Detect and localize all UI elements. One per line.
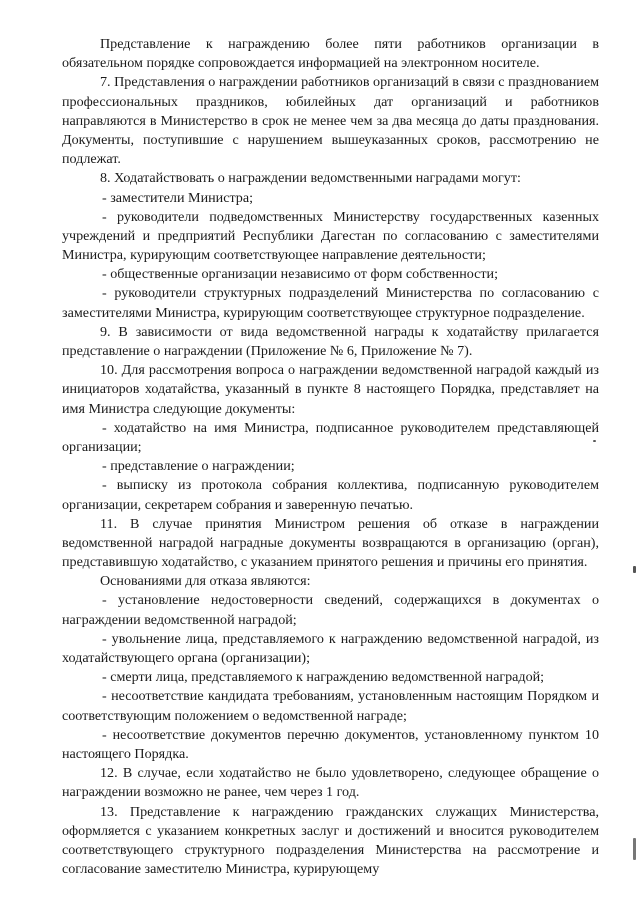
list-item-dismissal: - увольнение лица, представляемого к награждению ведомственной наградой, из ходатайствующего органа (организации);: [62, 630, 599, 666]
list-item-petition: - ходатайство на имя Министра, подписанное руководителем представляющей организации;: [62, 419, 599, 455]
paragraph-item-9: 9. В зависимости от вида ведомственной награды к ходатайству прилагается представление о награждении (Приложение № 6, Приложение № 7).: [62, 323, 599, 359]
paragraph-item-7: 7. Представления о награждении работников организаций в связи с празднованием профессиональных праздников, юбилейных дат организаций и работников направляются в Министерство в срок не менее чем за два месяца до даты празднования. Документы, поступившие с нарушением вышеуказанных сроков, рассмотрению не подлежат.: [62, 74, 599, 168]
list-item-nomination: - представление о награждении;: [102, 458, 295, 475]
paragraph-item-13: 13. Представление к награждению гражданских служащих Министерства, оформляется с указанием конкретных заслуг и достижений и вносится руководителем соответствующего структурного подразделения Министерства на рассмотрение и согласование заместителю Министра, курирующему: [62, 803, 599, 878]
paragraph-item-8: 8. Ходатайствовать о награждении ведомственными наградами могут:: [100, 170, 521, 187]
paragraph-electronic-media: Представление к награждению более пяти работников организации в обязательном порядке сопровождается информацией на электронном носителе.: [62, 36, 599, 72]
list-item-inaccurate-info: - установление недостоверности сведений, содержащихся в документах о награждении ведомственной наградой;: [62, 592, 599, 628]
scan-speck: [633, 566, 636, 573]
paragraph-item-12: 12. В случае, если ходатайство не было удовлетворено, следующее обращение о награждении возможно не ранее, чем через 1 год.: [62, 765, 599, 801]
document-page: [62, 35, 599, 879]
list-item-public-organizations: - общественные организации независимо от форм собственности;: [102, 266, 499, 283]
paragraph-refusal-grounds: Основаниями для отказа являются:: [100, 573, 311, 590]
list-item-death: - смерти лица, представляемого к награждению ведомственной наградой;: [102, 669, 545, 686]
list-item-protocol-extract: - выписку из протокола собрания коллектива, подписанную руководителем организации, секретарем собрания и заверенную печатью.: [62, 477, 599, 513]
list-item-subordinate-heads: - руководители подведомственных Министерству государственных казенных учреждений и предприятий Республики Дагестан по согласованию с заместителями Министра, курирующим соответствующее направление деятельности;: [62, 208, 599, 264]
scan-speck: [633, 838, 636, 860]
scan-speck: [593, 440, 596, 442]
list-item-department-heads: - руководители структурных подразделений Министерства по согласованию с заместителями Министра, курирующим соответствующее структурное подразделение.: [62, 285, 599, 321]
list-item-requirements-mismatch: - несоответствие кандидата требованиям, установленным настоящим Порядком и соответствующим положением о ведомственной награде;: [62, 688, 599, 724]
paragraph-item-11: 11. В случае принятия Министром решения об отказе в награждении ведомственной наградой наградные документы возвращаются в организацию (орган), представившую ходатайство, с указанием принятого решения и причины его принятия.: [62, 515, 599, 571]
list-item-deputies: - заместители Министра;: [102, 189, 253, 206]
paragraph-item-10: 10. Для рассмотрения вопроса о награждении ведомственной наградой каждый из инициаторов ходатайства, указанный в пункте 8 настоящего Порядка, представляет на имя Министра следующие документы:: [62, 362, 599, 417]
list-item-documents-mismatch: - несоответствие документов перечню документов, установленному пунктом 10 настоящего Порядка.: [62, 726, 599, 762]
